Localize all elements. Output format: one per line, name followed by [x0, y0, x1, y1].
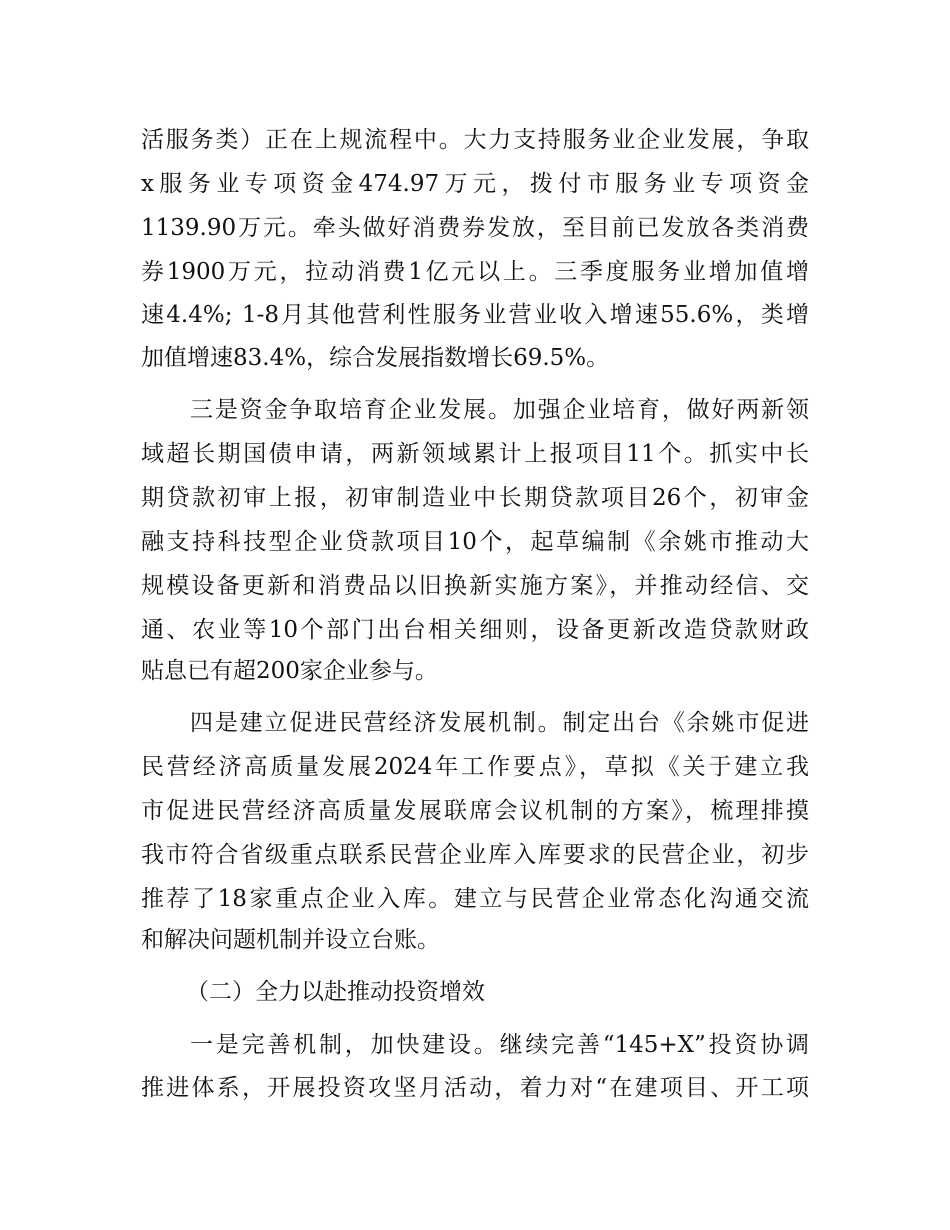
paragraph-2-line-6: 通、农业等10个部门出台相关细则，设备更新改造贷款财政	[141, 617, 809, 643]
paragraph-4-line-1: 一是完善机制，加快建设。继续完善“145+X”投资协调	[190, 1032, 809, 1058]
paragraph-2-line-1: 三是资金争取培育企业发展。加强企业培育，做好两新领	[190, 397, 809, 423]
paragraph-2-line-4: 融支持科技型企业贷款项目10个，起草编制《余姚市推动大	[141, 529, 809, 555]
paragraph-1-line-3: 1139.90万元。牵头做好消费券发放，至目前已发放各类消费	[141, 215, 809, 241]
paragraph-1-line-4: 券1900万元，拉动消费1亿元以上。三季度服务业增加值增	[141, 259, 809, 285]
paragraph-3-line-5: 推荐了18家重点企业入库。建立与民营企业常态化沟通交流	[141, 886, 809, 912]
paragraph-4-line-2: 推进体系，开展投资攻坚月活动，着力对“在建项目、开工项	[141, 1075, 809, 1101]
section-heading: （二）全力以赴推动投资增效	[186, 979, 485, 1005]
paragraph-3-line-1: 四是建立促进民营经济发展机制。制定出台《余姚市促进	[190, 710, 809, 736]
paragraph-3-line-4: 我市符合省级重点联系民营企业库入库要求的民营企业，初步	[141, 842, 809, 868]
paragraph-2-line-2: 域超长期国债申请，两新领域累计上报项目11个。抓实中长	[141, 441, 809, 467]
paragraph-1-line-6: 加值增速83.4%，综合发展指数增长69.5%。	[141, 345, 610, 371]
paragraph-2-line-5: 规模设备更新和消费品以旧换新实施方案》，并推动经信、交	[141, 573, 809, 599]
paragraph-1-line-5: 速4.4%; 1-8月其他营利性服务业营业收入增速55.6%，类增	[141, 302, 809, 328]
paragraph-1-line-2: x服务业专项资金474.97万元，拨付市服务业专项资金	[141, 171, 809, 197]
paragraph-3-line-3: 市促进民营经济高质量发展联席会议机制的方案》，梳理排摸	[141, 798, 809, 824]
paragraph-1-line-1: 活服务类）正在上规流程中。大力支持服务业企业发展，争取	[141, 127, 809, 153]
paragraph-3-line-6: 和解决问题机制并设立台账。	[141, 927, 440, 953]
paragraph-2-line-3: 期贷款初审上报，初审制造业中长期贷款项目26个，初审金	[141, 485, 809, 511]
paragraph-3-line-2: 民营经济高质量发展2024年工作要点》，草拟《关于建立我	[141, 754, 809, 780]
paragraph-2-line-7: 贴息已有超200家企业参与。	[141, 658, 438, 684]
